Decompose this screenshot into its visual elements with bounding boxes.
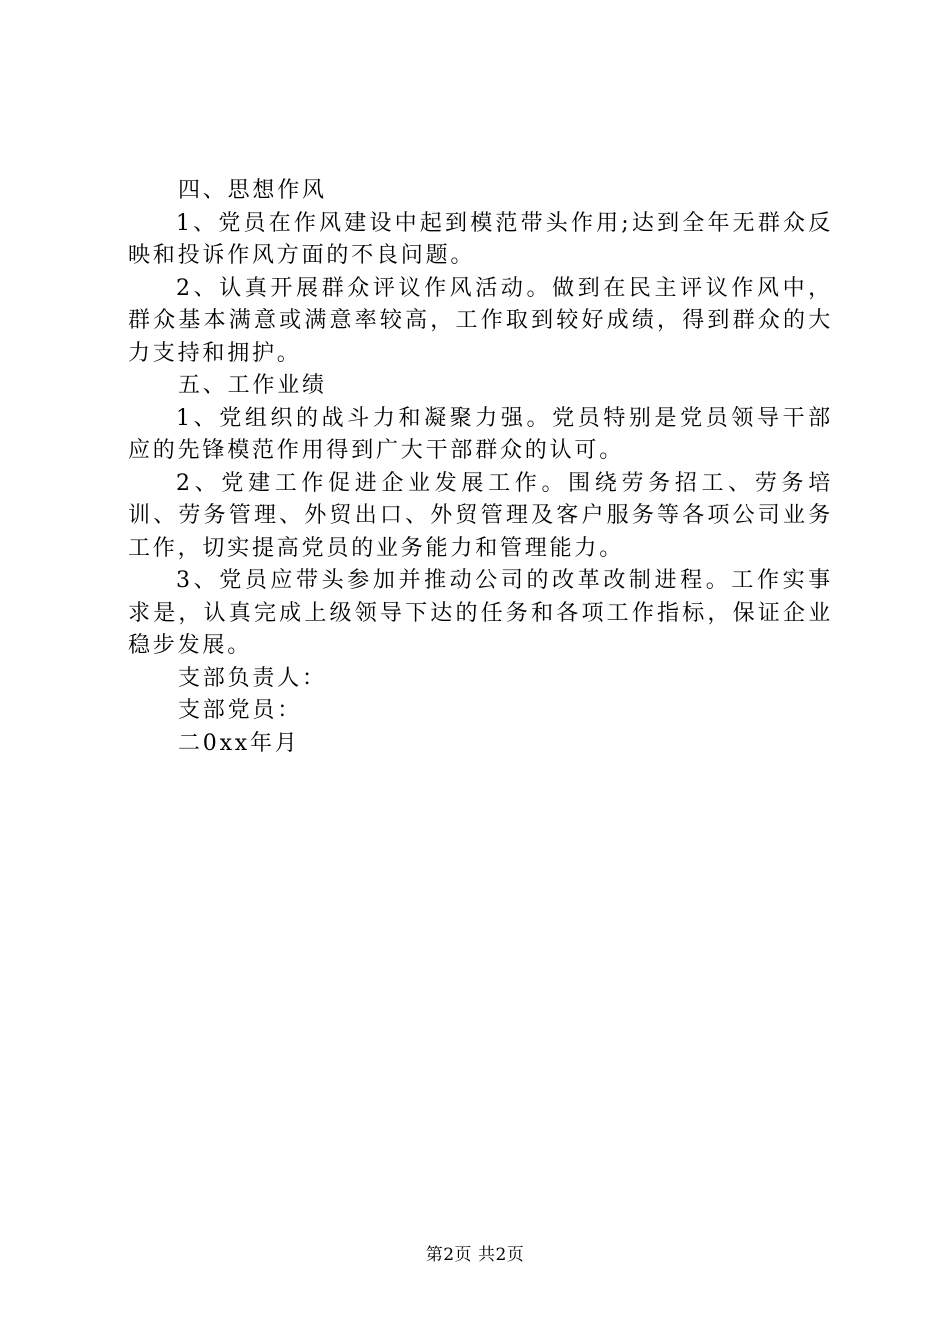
document-body (128, 175, 833, 760)
ideology-item-1: 1、党员在作风建设中起到模范带头作用;达到全年无群众反映和投诉作风方面的不良问题。 (128, 210, 833, 268)
section-heading-performance: 五、工作业绩 (178, 373, 327, 398)
signature-branch-members: 支部党员： (178, 698, 303, 723)
performance-item-1: 1、党组织的战斗力和凝聚力强。党员特别是党员领导干部应的先锋模范作用得到广大干部群众的认可。 (128, 405, 833, 463)
signature-branch-leader: 支部负责人： (178, 665, 327, 691)
ideology-item-2: 2、认真开展群众评议作风活动。做到在民主评议作风中，群众基本满意或满意率较高，工作取到较好成绩，得到群众的大力支持和拥护。 (128, 275, 833, 366)
page-number-footer: 第2页 共2页 (425, 1245, 525, 1265)
performance-item-3: 3、党员应带头参加并推动公司的改革改制进程。工作实事求是，认真完成上级领导下达的任务和各项工作指标，保证企业稳步发展。 (128, 568, 833, 658)
section-heading-ideology: 四、思想作风 (178, 178, 327, 203)
signature-date: 二0xx年月 (178, 730, 300, 756)
performance-item-2: 2、党建工作促进企业发展工作。围绕劳务招工、劳务培训、劳务管理、外贸出口、外贸管理及客户服务等各项公司业务工作，切实提高党员的业务能力和管理能力。 (128, 470, 833, 561)
